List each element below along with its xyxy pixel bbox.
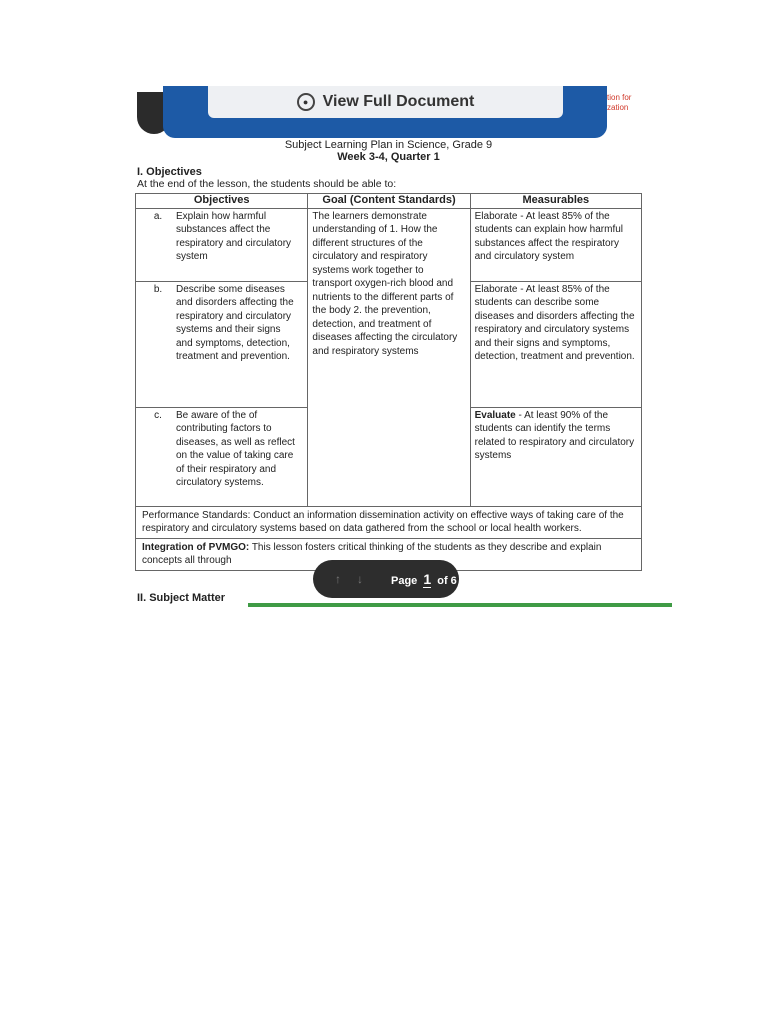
goal-cell: The learners demonstrate understanding of 1. How the different structures of the circulatory and respiratory systems work together to transport oxygen-rich blood and nutrients to the different parts of the body 2. the prevention, detection, and treatment of diseases affecting the circulatory and respiratory systems: [308, 208, 470, 506]
document-title: [135, 139, 642, 163]
green-divider: [248, 603, 672, 607]
measurable-cell: Elaborate - At least 85% of the students can describe some diseases and disorders affecting the respiratory and circulatory systems and their signs and symptoms, detection, treatment and prevention.: [470, 281, 641, 407]
objective-cell: b. Describe some diseases and disorders affecting the respiratory and circulatory systems and their signs and symptoms, detection, treatment and prevention.: [136, 281, 308, 407]
section-objectives-heading: I. Objectives: [137, 166, 202, 178]
header-measurables: Measurables: [470, 194, 641, 209]
current-page-number: 1: [423, 571, 432, 587]
section-subject-matter-heading: II. Subject Matter: [137, 592, 226, 604]
view-full-document-button[interactable]: [208, 86, 563, 118]
measurable-cell: Elaborate - At least 85% of the students can explain how harmful substances affect the respiratory and circulatory system: [470, 208, 641, 281]
table-row: [136, 208, 642, 281]
objectives-table: [135, 193, 642, 571]
performance-standards-text: Conduct an information dissemination activity on effective ways of taking care of the respiratory and circulatory systems based on data gathered from the school or local health workers.: [142, 509, 624, 534]
integration-text: This lesson fosters critical thinking of the students as they describe and explain concepts all through: [142, 541, 602, 566]
objectives-intro: At the end of the lesson, the students should be able to:: [137, 178, 397, 190]
header-goal: Goal (Content Standards): [308, 194, 470, 209]
title-line-1: Subject Learning Plan in Science, Grade 9: [284, 139, 493, 151]
view-full-document-label: View Full Document: [322, 93, 475, 110]
page-indicator: [313, 560, 459, 598]
objective-cell: c. Be aware of the of contributing factors to diseases, as well as reflect on the value of taking care of their respiratory and circulatory systems.: [136, 407, 308, 506]
header-text-fragment: tion for zation: [607, 93, 632, 112]
arrow-up-icon[interactable]: ↑: [335, 572, 341, 586]
measurable-cell: Evaluate - At least 90% of the students can identify the terms related to respiratory and circulatory systems: [470, 407, 641, 506]
performance-standards-row: [136, 506, 642, 538]
header-objectives: Objectives: [136, 194, 308, 209]
arrow-down-icon[interactable]: ↓: [357, 572, 363, 586]
performance-standards-label: Performance Standards:: [142, 509, 251, 521]
eye-icon: ●: [297, 93, 315, 111]
title-line-2: Week 3-4, Quarter 1: [337, 151, 440, 163]
integration-label: Integration of PVMGO:: [142, 541, 250, 553]
table-header-row: [136, 194, 642, 209]
objective-cell: a. Explain how harmful substances affect the respiratory and circulatory system: [136, 208, 308, 281]
page-label: Page 1 of 6: [391, 571, 457, 587]
